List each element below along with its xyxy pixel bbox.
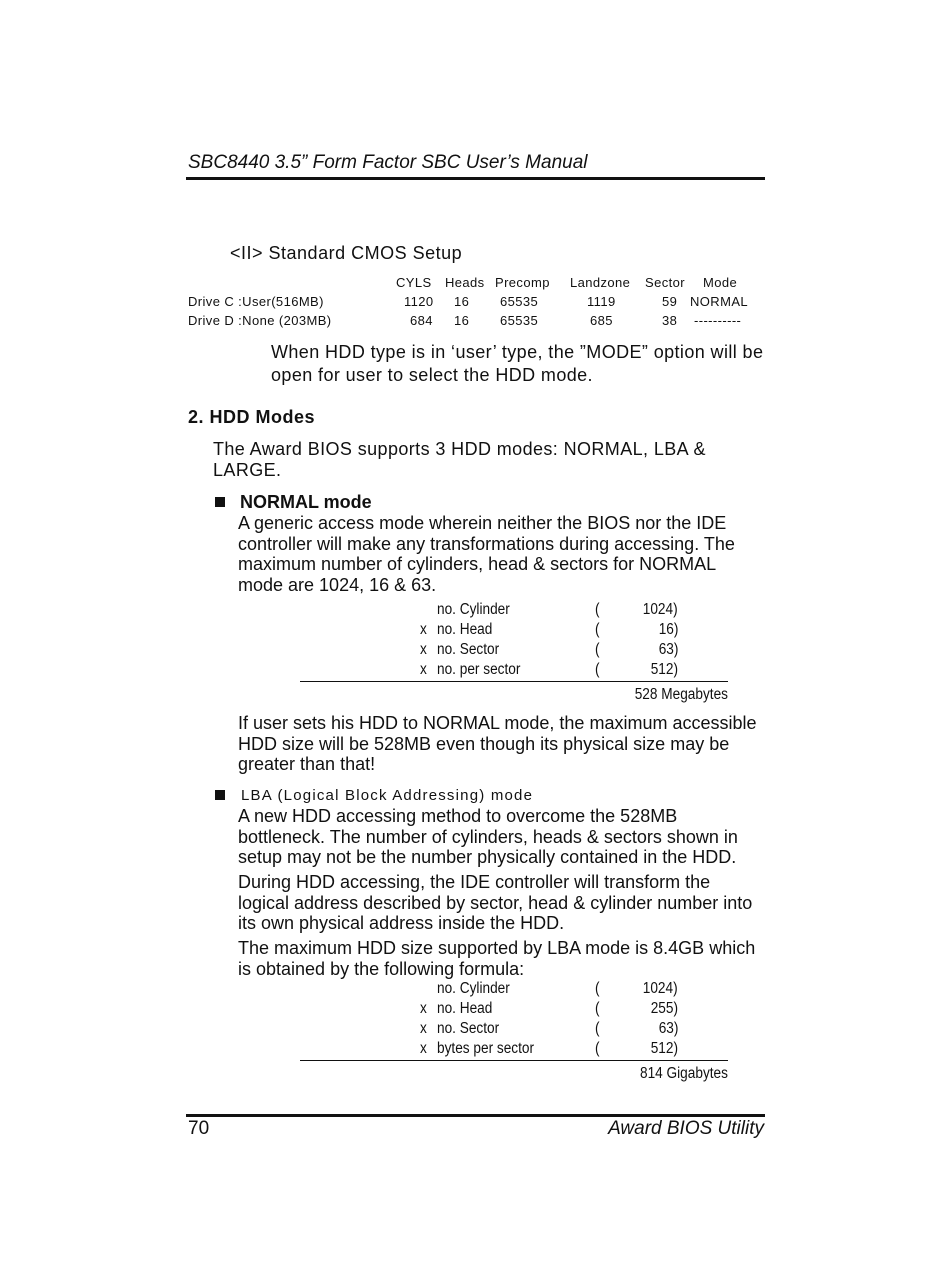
formula-label: no. per sector: [437, 661, 521, 678]
header-rule: [186, 177, 765, 180]
col-heads: Heads: [445, 275, 485, 290]
cmos-section-title: <II> Standard CMOS Setup: [230, 243, 463, 263]
cmos-note: When HDD type is in ‘user’ type, the ”MODE” option will be open for user to select the HDD mode.: [271, 342, 764, 385]
col-mode: Mode: [703, 275, 738, 290]
formula-operator: x: [420, 621, 427, 638]
formula-total-row: [300, 682, 728, 704]
formula-value: 63): [658, 1020, 678, 1037]
formula-paren: (: [595, 1040, 600, 1057]
formula-operator: x: [420, 661, 427, 678]
formula-row: [300, 601, 728, 621]
drive-label: Drive C :User(516MB): [188, 294, 324, 309]
formula-operator: x: [420, 1020, 427, 1037]
formula-total-row: [300, 1061, 728, 1083]
lba-mode-para3: The maximum HDD size supported by LBA mode is 8.4GB which is obtained by the following formula:: [238, 938, 756, 979]
col-landzone: Landzone: [570, 275, 631, 290]
formula-operator: x: [420, 1040, 427, 1057]
sector-value: 38: [662, 313, 678, 328]
lba-mode-para1: A new HDD accessing method to overcome the 528MB bottleneck. The number of cylinders, heads & sectors shown in setup may not be the number physically contained in the HDD.: [238, 806, 738, 867]
formula-row: [300, 1000, 728, 1020]
lba-mode-title: LBA (Logical Block Addressing) mode: [241, 787, 534, 804]
formula-label: no. Head: [437, 621, 493, 638]
col-cyls: CYLS: [396, 275, 432, 290]
footer-section-title: Award BIOS Utility: [608, 1118, 764, 1139]
precomp-value: 65535: [500, 294, 539, 309]
formula-total: 814 Gigabytes: [640, 1065, 728, 1082]
formula-label: no. Cylinder: [437, 980, 510, 997]
formula-paren: (: [595, 1020, 600, 1037]
lba-formula: [300, 980, 728, 1083]
cyls-value: 684: [410, 313, 433, 328]
page-header-title: SBC8440 3.5” Form Factor SBC User’s Manual: [188, 152, 588, 173]
formula-paren: (: [595, 661, 600, 678]
mode-value: ----------: [694, 313, 742, 328]
formula-value: 255): [650, 1000, 678, 1017]
precomp-value: 65535: [500, 313, 539, 328]
formula-value: 63): [658, 641, 678, 658]
formula-row: [300, 1040, 728, 1060]
formula-value: 512): [650, 661, 678, 678]
square-bullet-icon: [215, 790, 225, 800]
formula-label: no. Sector: [437, 641, 500, 658]
formula-paren: (: [595, 621, 600, 638]
normal-mode-title: NORMAL mode: [240, 492, 372, 512]
heads-value: 16: [454, 294, 470, 309]
formula-row: [300, 621, 728, 641]
hdd-modes-heading: 2. HDD Modes: [188, 407, 316, 427]
normal-mode-para1: A generic access mode wherein neither the BIOS nor the IDE controller will make any transformations during accessing. The maximum number of cylinders, head & sectors for NORMAL mode are 1024, 16 & 63.: [238, 513, 735, 595]
sector-value: 59: [662, 294, 678, 309]
formula-row: [300, 980, 728, 1000]
formula-value: 16): [658, 621, 678, 638]
formula-operator: x: [420, 641, 427, 658]
formula-row: [300, 661, 728, 681]
formula-paren: (: [595, 980, 600, 997]
landzone-value: 685: [590, 313, 613, 328]
formula-operator: x: [420, 1000, 427, 1017]
normal-formula: [300, 601, 728, 704]
formula-label: no. Sector: [437, 1020, 500, 1037]
formula-total: 528 Megabytes: [634, 686, 728, 703]
landzone-value: 1119: [587, 294, 616, 309]
drive-label: Drive D :None (203MB): [188, 313, 332, 328]
cyls-value: 1120: [404, 294, 434, 309]
formula-label: no. Cylinder: [437, 601, 510, 618]
formula-paren: (: [595, 601, 600, 618]
formula-value: 512): [650, 1040, 678, 1057]
lba-mode-para2: During HDD accessing, the IDE controller will transform the logical address described by sector, head & cylinder number into its own physical address inside the HDD.: [238, 872, 753, 933]
formula-row: [300, 1020, 728, 1040]
formula-label: bytes per sector: [437, 1040, 535, 1057]
col-precomp: Precomp: [495, 275, 550, 290]
col-sector: Sector: [645, 275, 685, 290]
formula-row: [300, 641, 728, 661]
formula-value: 1024): [643, 980, 678, 997]
page-number: 70: [188, 1118, 210, 1139]
formula-value: 1024): [643, 601, 678, 618]
formula-paren: (: [595, 1000, 600, 1017]
heads-value: 16: [454, 313, 470, 328]
footer-rule: [186, 1114, 765, 1117]
formula-paren: (: [595, 641, 600, 658]
hdd-modes-intro: The Award BIOS supports 3 HDD modes: NORMAL, LBA & LARGE.: [213, 439, 706, 480]
formula-label: no. Head: [437, 1000, 493, 1017]
square-bullet-icon: [215, 497, 225, 507]
normal-mode-para2: If user sets his HDD to NORMAL mode, the maximum accessible HDD size will be 528MB even though its physical size may be greater than that!: [238, 713, 757, 774]
mode-value: NORMAL: [690, 294, 749, 309]
